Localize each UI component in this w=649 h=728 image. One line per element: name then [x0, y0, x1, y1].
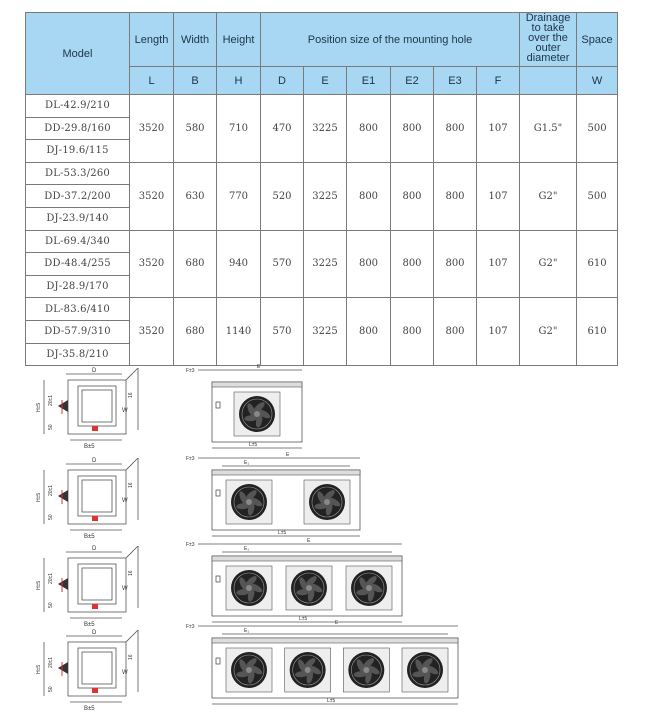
header-position: Position size of the mounting hole [261, 13, 520, 67]
value-cell: G2" [520, 162, 577, 230]
subheader-d: D [261, 67, 304, 95]
coil-panel [82, 652, 112, 684]
label-l: L±5 [249, 442, 258, 448]
junction-box-icon [216, 658, 220, 664]
value-cell: 800 [347, 162, 391, 230]
label-20: 20±1 [48, 656, 54, 668]
value-cell: 107 [477, 95, 520, 163]
label-w: W [122, 498, 128, 504]
value-cell: 570 [261, 230, 304, 298]
value-cell: 3520 [130, 298, 174, 366]
coil-frame [78, 564, 116, 604]
subheader-drain-blank [520, 67, 577, 95]
label-20: 20±1 [48, 484, 54, 496]
label-f: F±3 [186, 456, 195, 462]
table-row [26, 162, 618, 185]
fan-hub [306, 585, 312, 591]
fan-hub [254, 411, 260, 417]
front-view [186, 452, 360, 536]
airflow-arrow-icon [58, 578, 68, 590]
drain-marker [92, 426, 98, 431]
subheader-e1: E1 [347, 67, 391, 95]
value-cell: 800 [347, 230, 391, 298]
value-cell: 680 [174, 298, 217, 366]
label-16: 16 [128, 482, 134, 488]
drain-marker [92, 604, 98, 609]
label-h: H±5 [36, 580, 42, 590]
label-w: W [122, 408, 128, 414]
junction-box-icon [216, 402, 220, 408]
dimension-drawings [0, 360, 649, 728]
value-cell: 520 [261, 162, 304, 230]
mount-bracket [126, 630, 138, 642]
fan-hub [246, 585, 252, 591]
value-cell: 3225 [304, 95, 347, 163]
drain-marker [92, 688, 98, 693]
model-cell: DJ-19.6/115 [26, 140, 130, 163]
header-width: Width [174, 13, 217, 67]
value-cell: 940 [217, 230, 261, 298]
value-cell: 710 [217, 95, 261, 163]
model-cell: DD-48.4/255 [26, 253, 130, 276]
housing-top [212, 556, 402, 561]
airflow-arrow-icon [58, 662, 68, 674]
model-cell: DD-57.9/310 [26, 320, 130, 343]
label-d: D [92, 458, 97, 464]
subheader-e: E [304, 67, 347, 95]
value-cell: 3520 [130, 162, 174, 230]
header-height: Height [217, 13, 261, 67]
value-cell: G1.5" [520, 95, 577, 163]
coil-panel [82, 568, 112, 600]
value-cell: 107 [477, 162, 520, 230]
label-l: L±5 [278, 530, 287, 536]
value-cell: 1140 [217, 298, 261, 366]
front-view [186, 538, 402, 622]
value-cell: 3225 [304, 298, 347, 366]
value-cell: 800 [434, 162, 477, 230]
table-body [26, 95, 618, 366]
model-cell: DL-69.4/340 [26, 230, 130, 253]
label-e: E [286, 452, 290, 458]
fan-hub [363, 667, 369, 673]
value-cell: 770 [217, 162, 261, 230]
airflow-arrow-icon [58, 490, 68, 502]
label-w: W [122, 586, 128, 592]
label-b: B±5 [84, 534, 95, 540]
label-f: F±3 [186, 624, 195, 630]
value-cell: 800 [391, 95, 434, 163]
value-cell: 500 [577, 95, 618, 163]
value-cell: 800 [391, 162, 434, 230]
value-cell: 3225 [304, 162, 347, 230]
header-length: Length [130, 13, 174, 67]
label-e: E [307, 538, 311, 544]
label-w: W [122, 670, 128, 676]
model-cell: DL-42.9/210 [26, 95, 130, 118]
model-cell: DL-53.3/260 [26, 162, 130, 185]
fan-hub [246, 499, 252, 505]
table-row [26, 298, 618, 321]
side-view [36, 458, 138, 540]
label-50: 50 [48, 602, 54, 608]
value-cell: 800 [347, 298, 391, 366]
subheader-e2: E2 [391, 67, 434, 95]
label-d: D [92, 546, 97, 552]
housing-top [212, 470, 360, 475]
label-f: F±3 [186, 542, 195, 548]
side-view [36, 368, 138, 450]
mount-bracket [126, 368, 138, 380]
label-h: H±5 [36, 492, 42, 502]
label-e: E [257, 364, 261, 370]
value-cell: 580 [174, 95, 217, 163]
label-b: B±5 [84, 706, 95, 712]
airflow-arrow-icon [58, 400, 68, 412]
side-views [36, 368, 138, 712]
label-20: 20±1 [48, 572, 54, 584]
coil-panel [82, 480, 112, 512]
value-cell: 610 [577, 298, 618, 366]
label-20: 20±1 [48, 394, 54, 406]
label-50: 50 [48, 514, 54, 520]
model-cell: DJ-23.9/140 [26, 207, 130, 230]
specification-table [25, 12, 618, 366]
value-cell: 3520 [130, 230, 174, 298]
label-16: 16 [128, 654, 134, 660]
value-cell: 800 [391, 230, 434, 298]
value-cell: 500 [577, 162, 618, 230]
front-views [186, 364, 458, 704]
label-d: D [92, 368, 97, 374]
fan-hub [305, 667, 311, 673]
subheader-b: B [174, 67, 217, 95]
side-view [36, 546, 138, 628]
coil-panel [82, 390, 112, 422]
label-e1: E₁ [244, 460, 250, 466]
fan-hub [246, 667, 252, 673]
value-cell: 800 [391, 298, 434, 366]
value-cell: 680 [174, 230, 217, 298]
mount-bracket [126, 546, 138, 558]
table-row [26, 95, 618, 118]
coil-frame [78, 648, 116, 688]
front-view [186, 364, 302, 448]
coil-frame [78, 386, 116, 426]
value-cell: 800 [434, 298, 477, 366]
value-cell: 107 [477, 298, 520, 366]
label-h: H±5 [36, 664, 42, 674]
label-b: B±5 [84, 444, 95, 450]
model-cell: DJ-28.9/170 [26, 275, 130, 298]
value-cell: 630 [174, 162, 217, 230]
label-50: 50 [48, 424, 54, 430]
label-e1: E₁ [244, 628, 250, 634]
fan-hub [366, 585, 372, 591]
front-view [186, 620, 458, 704]
table-row [26, 230, 618, 253]
header-space: Space [577, 13, 618, 67]
side-view [36, 630, 138, 712]
subheader-e3: E3 [434, 67, 477, 95]
value-cell: 610 [577, 230, 618, 298]
value-cell: 3225 [304, 230, 347, 298]
label-f: F±3 [186, 368, 195, 374]
label-l: L±5 [327, 698, 336, 704]
value-cell: G2" [520, 298, 577, 366]
junction-box-icon [216, 576, 220, 582]
value-cell: G2" [520, 230, 577, 298]
value-cell: 470 [261, 95, 304, 163]
junction-box-icon [216, 490, 220, 496]
header-model: Model [26, 13, 130, 95]
label-b: B±5 [84, 622, 95, 628]
label-16: 16 [128, 570, 134, 576]
drain-marker [92, 516, 98, 521]
value-cell: 570 [261, 298, 304, 366]
label-e: E [335, 620, 339, 626]
fan-hub [324, 499, 330, 505]
model-cell: DD-37.2/200 [26, 185, 130, 208]
coil-frame [78, 476, 116, 516]
subheader-h: H [217, 67, 261, 95]
value-cell: 800 [347, 95, 391, 163]
label-h: H±5 [36, 402, 42, 412]
mount-bracket [126, 458, 138, 470]
header-drainage: Drainage to take over the outer diameter [520, 13, 577, 67]
model-cell: DJ-35.8/210 [26, 343, 130, 366]
fan-hub [422, 667, 428, 673]
value-cell: 107 [477, 230, 520, 298]
value-cell: 3520 [130, 95, 174, 163]
label-50: 50 [48, 686, 54, 692]
model-cell: DD-29.8/160 [26, 117, 130, 140]
housing-top [212, 382, 302, 387]
label-d: D [92, 630, 97, 636]
value-cell: 800 [434, 230, 477, 298]
label-e1: E₁ [244, 546, 250, 552]
subheader-w: W [577, 67, 618, 95]
housing-top [212, 638, 458, 643]
label-16: 16 [128, 392, 134, 398]
subheader-l: L [130, 67, 174, 95]
model-cell: DL-83.6/410 [26, 298, 130, 321]
subheader-f: F [477, 67, 520, 95]
label-l: L±5 [299, 616, 308, 622]
value-cell: 800 [434, 95, 477, 163]
